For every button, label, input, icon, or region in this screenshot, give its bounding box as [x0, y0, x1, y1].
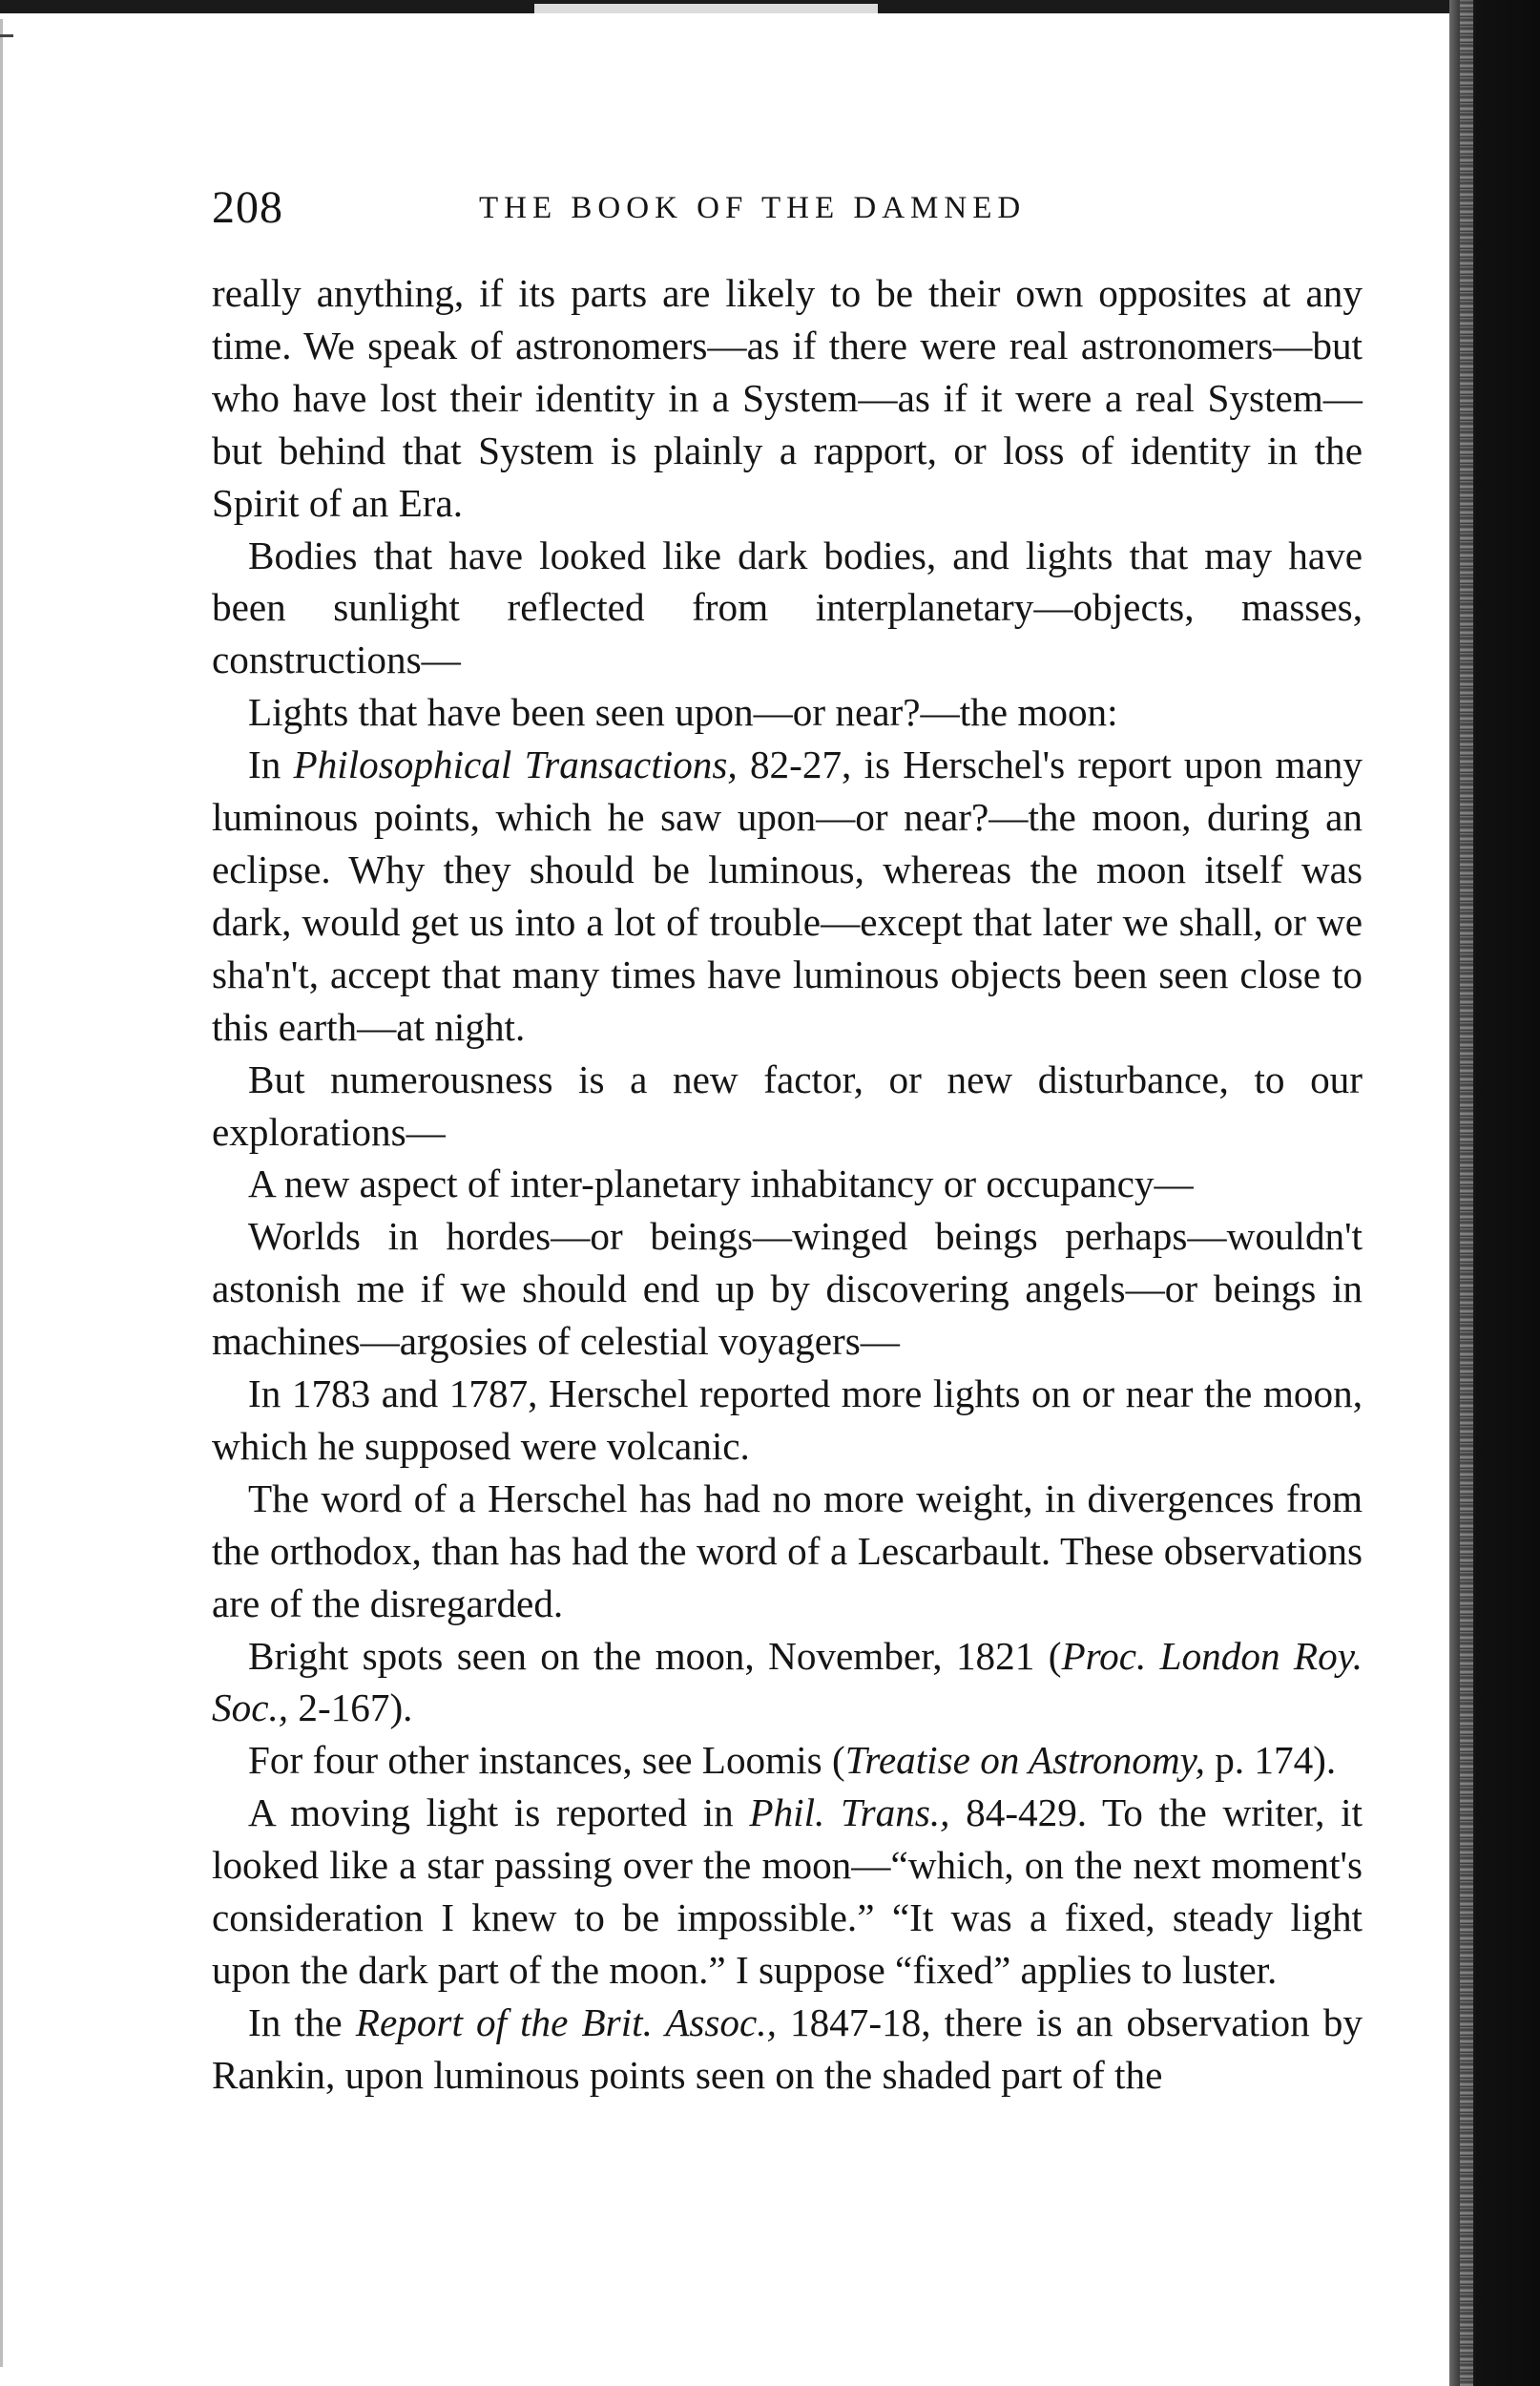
text-run: The word of a Herschel has had no more weight, in divergences from the orthodox, than has had the word of a Lescarbault. These observations are of the disregarded. [212, 1476, 1363, 1625]
text-run: 84-429. To the writer, it looked like a star passing over the moon—“which, on the next moment's consideration I knew to be impossible.” “It was a fixed, steady light upon the dark part of the moon.” I suppose “fixed” applies to luster. [212, 1790, 1363, 1992]
paragraph [212, 1210, 1363, 1368]
paragraph [212, 1734, 1363, 1787]
text-run: Bright spots seen on the moon, November, 1821 ( [248, 1633, 1062, 1678]
paragraph [212, 1473, 1363, 1630]
text-run: A new aspect of inter-planetary inhabitancy or occupancy— [248, 1162, 1194, 1206]
paragraph [212, 267, 1363, 530]
paragraph [212, 530, 1363, 687]
text-run: But numerousness is a new factor, or new disturbance, to our explorations— [212, 1057, 1363, 1154]
paragraph [212, 739, 1363, 1053]
text-run: 2-167). [288, 1685, 413, 1730]
text-run: Lights that have been seen upon—or near?—the moon: [248, 690, 1118, 735]
page-number: 208 [212, 182, 283, 233]
text-run: In the [248, 1999, 356, 2044]
text-run: Bodies that have looked like dark bodies, and lights that may have been sunlight reflected from interplanetary—objects, masses, constructions— [212, 533, 1363, 682]
paragraph [212, 1368, 1363, 1473]
text-run: In 1783 and 1787, Herschel reported more lights on or near the moon, which he supposed were volcanic. [212, 1371, 1363, 1468]
text-run: Worlds in hordes—or beings—winged beings perhaps—wouldn't astonish me if we should end up by discovering angels—or beings in machines—argosies of celestial voyagers— [212, 1214, 1363, 1364]
paragraph [212, 1997, 1363, 2102]
text-run: In [248, 743, 294, 787]
text-run: 82-27, is Herschel's report upon many luminous points, which he saw upon—or near?—the moon, during an eclipse. Why they should be luminous, whereas the moon itself was dark, would get us into a lot of trouble—except that later we shall, or we sha'n't, accept that many times have luminous objects been seen close to this earth—at night. [212, 743, 1363, 1049]
right-page-edge-texture [1460, 0, 1473, 2386]
running-head: THE BOOK OF THE DAMNED [479, 191, 1027, 225]
page-header [212, 181, 1363, 267]
book-page [212, 181, 1363, 2102]
body-text [212, 267, 1363, 2102]
text-run: A moving light is reported in [248, 1790, 750, 1835]
text-run: p. 174). [1204, 1738, 1337, 1783]
text-run: For four other instances, see Loomis ( [248, 1738, 845, 1783]
top-edge-gap [534, 4, 878, 13]
paragraph [212, 1158, 1363, 1210]
italic-citation: Phil. Trans., [749, 1790, 950, 1835]
text-run: really anything, if its parts are likely to be their own opposites at any time. We speak of astronomers—as if there were real astronomers—but who have lost their identity in a System—as if it were a real System—but behind that System is plainly a rapport, or loss of identity in the Spirit of an Era. [212, 271, 1363, 525]
paragraph [212, 686, 1363, 739]
italic-citation: Treatise on Astronomy, [844, 1738, 1205, 1783]
left-edge-mark [0, 34, 13, 37]
italic-citation: Proc. London Roy. Soc., [212, 1633, 1363, 1730]
paragraph [212, 1054, 1363, 1159]
left-page-edge [0, 19, 3, 2367]
paragraph [212, 1630, 1363, 1735]
paragraph [212, 1787, 1363, 1997]
italic-citation: Philosophical Transactions, [293, 743, 738, 787]
italic-citation: Report of the Brit. Assoc., [355, 1999, 777, 2044]
text-run: 1847-18, there is an observation by Rankin, upon luminous points seen on the shaded part of the [212, 1999, 1363, 2097]
